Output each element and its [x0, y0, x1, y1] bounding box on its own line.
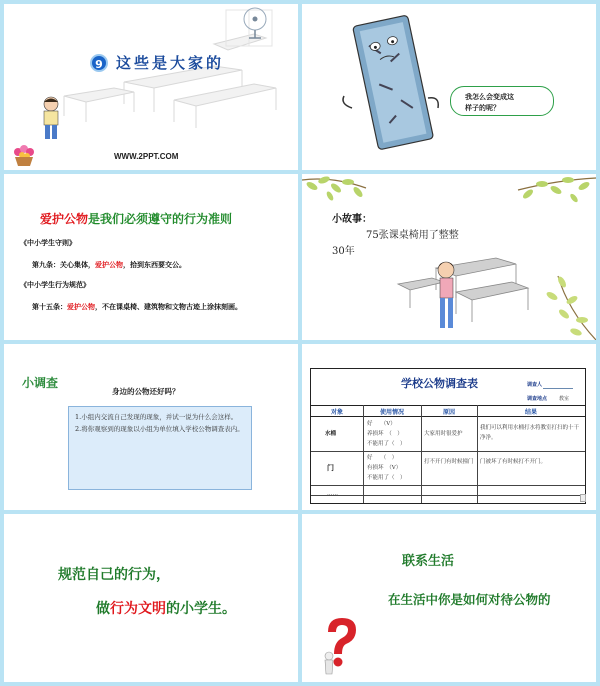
- boy-illustration: [38, 96, 64, 142]
- usage-option: 养损坏 （ ）: [367, 431, 403, 437]
- survey-heading: 小调查: [22, 376, 59, 390]
- usage-option: 好 （ ）: [367, 455, 398, 461]
- table-title: 学校公物调查表: [401, 377, 478, 390]
- damaged-desk-character: [336, 12, 446, 162]
- table-row-1-usage: [367, 419, 406, 449]
- slide-6-survey-table[interactable]: [302, 344, 596, 510]
- book-title-1: 《中小学生守则》: [20, 239, 76, 247]
- table-row-3-object: ……: [327, 491, 338, 497]
- slide-2-broken-desk[interactable]: [302, 4, 596, 170]
- fan-icon: [240, 6, 270, 40]
- lesson-title: 这些是大家的: [116, 54, 225, 72]
- rule-9-text-a: 第九条：关心集体，: [32, 261, 95, 269]
- table-header-object: 对象: [330, 409, 343, 416]
- behavior-line-2-b: 的小学生。: [166, 601, 236, 617]
- table-header-reason: 原因: [442, 409, 455, 416]
- real-life-heading: 联系生活: [402, 554, 455, 569]
- table-row-2-object: 门: [327, 463, 334, 472]
- speech-bubble: [450, 86, 554, 116]
- site-url: WWW.2PPT.COM: [114, 152, 179, 161]
- behavior-line-2: [96, 598, 236, 618]
- leaves-top-right: [498, 174, 596, 214]
- speech-line-1: 我怎么会变成这: [465, 93, 514, 101]
- girl-figure: [438, 262, 454, 328]
- surveyor-underline: [543, 388, 573, 389]
- usage-option: 有损坏 （V）: [367, 465, 402, 471]
- rule-9-highlight: 爱护公物: [95, 261, 123, 269]
- table-header-result: 结果: [524, 409, 537, 416]
- flower-basket-icon: [10, 144, 38, 168]
- table-row-1-object: 水桶: [325, 431, 337, 437]
- rule-15-highlight: 爱护公物: [67, 303, 95, 311]
- survey-item-1: 1.小组内交流自己发现的现象，并试一说为什么会这样。: [75, 413, 238, 421]
- rules-heading-red: 爱护公物: [40, 212, 89, 226]
- slide-7-behavior[interactable]: [4, 514, 298, 682]
- behavior-highlight: 行为文明: [110, 601, 166, 617]
- leaves-bottom-right: [528, 270, 596, 340]
- rule-15: [32, 302, 242, 312]
- book-title-2: 《中小学生行为规范》: [20, 281, 90, 289]
- lesson-number-badge: 9: [90, 54, 108, 72]
- usage-option: 好 （V）: [367, 421, 396, 427]
- survey-instructions-box: [68, 406, 252, 490]
- real-life-question: 在生活中你是如何对待公物的: [388, 592, 551, 607]
- story-line-1: 75张课桌椅用了整整: [366, 230, 459, 241]
- leaves-top-left: [302, 174, 372, 214]
- rules-heading-green: 是我们必须遵守的行为准则: [88, 212, 233, 226]
- table-row-2-usage: [367, 453, 406, 483]
- story-line-2: 30年: [332, 246, 355, 257]
- rules-heading: [40, 210, 232, 227]
- rule-9: [32, 260, 186, 270]
- slide-4-story[interactable]: [302, 174, 596, 340]
- scroll-handle[interactable]: [580, 494, 586, 502]
- table-row-1-reason: 大家用时很爱护: [424, 431, 463, 437]
- surveyor-label: 调查人: [527, 382, 543, 388]
- slide-1-title[interactable]: [4, 4, 298, 170]
- behavior-line-2-a: 做: [96, 601, 110, 617]
- table-header-usage: 使用情况: [379, 409, 404, 416]
- survey-question: 身边的公物还好吗？: [112, 387, 180, 396]
- table-row-2-result: 门被坏了有时候打不开门。: [480, 459, 547, 465]
- slide-3-rules[interactable]: [4, 174, 298, 340]
- slide-8-real-life[interactable]: [302, 514, 596, 682]
- story-title: 小故事：: [332, 214, 372, 225]
- speech-line-2: 样子的呢？: [465, 104, 500, 112]
- question-mark-figure-icon: [320, 614, 360, 678]
- survey-item-2: 2.将你观察到的现象以小组为单位填入学校公物调查表内。: [75, 425, 244, 433]
- location-value: 教室: [559, 396, 570, 402]
- usage-option: 不能用了（ ）: [367, 441, 406, 447]
- rule-9-text-b: ，拾到东西要交公。: [123, 261, 186, 269]
- location-label: 调查地点: [527, 396, 548, 402]
- table-row-2-reason: 打不开门有时候撞门: [424, 459, 474, 465]
- usage-option: 不能用了（ ）: [367, 475, 406, 481]
- slide-5-survey[interactable]: [4, 344, 298, 510]
- behavior-line-1: 规范自己的行为，: [58, 567, 170, 583]
- rule-15-text-a: 第十五条：: [32, 303, 67, 311]
- table-row-1-result: 我们可以利用水桶打水将教室打扫的十干净净。: [480, 425, 580, 441]
- rule-15-text-b: ，不在课桌椅、建筑物和文物古迹上涂抹刻画。: [95, 303, 242, 311]
- survey-table: [310, 368, 586, 504]
- girl-with-desks-illustration: [396, 248, 536, 338]
